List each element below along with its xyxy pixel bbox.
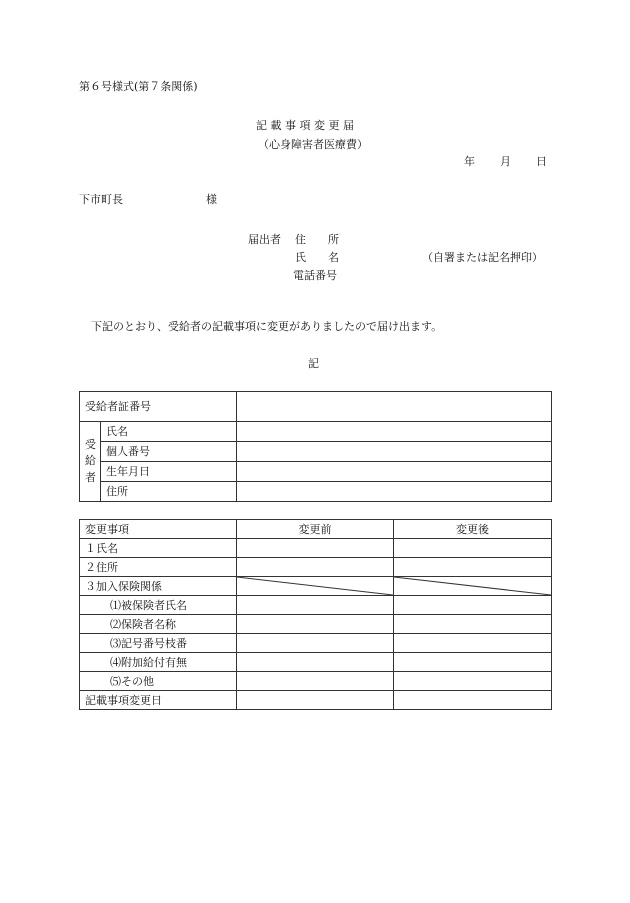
applicant-label: 届出者 <box>248 233 281 246</box>
change-after-cell <box>394 672 552 691</box>
change-before-cell <box>237 634 394 653</box>
date-day-label: 日 <box>536 155 547 168</box>
recipient-row-label: 氏名 <box>101 422 237 442</box>
body-text: 下記のとおり、受給者の記載事項に変更がありましたので届け出ます。 <box>91 320 443 333</box>
document-title: 記 載 事 項 変 更 届 <box>256 119 354 132</box>
recipient-group-label: 受給者 <box>80 422 101 502</box>
addressee-name: 下市町長 <box>79 193 123 206</box>
diagonal-strike-line <box>237 577 393 595</box>
change-header-item: 変更事項 <box>80 520 237 539</box>
date-year-label: 年 <box>464 155 475 168</box>
recipient-row-label: 生年月日 <box>101 462 237 482</box>
change-table <box>79 519 552 710</box>
change-before-cell <box>237 596 394 615</box>
change-header-before: 変更前 <box>237 520 394 539</box>
change-before-cell <box>237 558 394 577</box>
recipient-table <box>79 391 552 502</box>
change-row-label: １氏名 <box>80 539 237 558</box>
recipient-row-value <box>237 422 552 442</box>
applicant-address-label: 住 所 <box>295 233 339 246</box>
change-header-after: 変更後 <box>394 520 552 539</box>
change-row-label: ⑸その他 <box>80 672 237 691</box>
change-before-cell <box>237 672 394 691</box>
change-after-cell <box>394 691 552 710</box>
recipient-row-label: 個人番号 <box>101 442 237 462</box>
recipient-row-value <box>237 442 552 462</box>
applicant-name-label: 氏 名 <box>295 251 339 264</box>
change-row-label: ２住所 <box>80 558 237 577</box>
diagonal-strike-line <box>394 577 551 595</box>
cert-number-label: 受給者証番号 <box>80 392 237 422</box>
change-after-cell-struck <box>394 577 552 596</box>
addressee-honorific: 様 <box>206 193 217 206</box>
form-number: 第６号様式(第７条関係) <box>79 80 198 93</box>
cert-number-value <box>237 392 552 422</box>
change-after-cell <box>394 558 552 577</box>
change-row-label: ⑵保険者名称 <box>80 615 237 634</box>
date-month-label: 月 <box>500 155 511 168</box>
change-after-cell <box>394 653 552 672</box>
recipient-row-value <box>237 482 552 502</box>
recipient-row-value <box>237 462 552 482</box>
change-after-cell <box>394 596 552 615</box>
change-before-cell <box>237 691 394 710</box>
change-row-label: ⑷附加給付有無 <box>80 653 237 672</box>
ki-heading: 記 <box>308 357 319 370</box>
change-before-cell <box>237 653 394 672</box>
change-before-cell <box>237 615 394 634</box>
change-row-label: 記載事項変更日 <box>80 691 237 710</box>
signature-note: （自署または記名押印） <box>422 251 543 264</box>
change-after-cell <box>394 634 552 653</box>
change-after-cell <box>394 539 552 558</box>
change-row-label: ３加入保険関係 <box>80 577 237 596</box>
change-before-cell <box>237 539 394 558</box>
change-before-cell-struck <box>237 577 394 596</box>
applicant-phone-label: 電話番号 <box>293 269 337 282</box>
change-row-label: ⑶記号番号枝番 <box>80 634 237 653</box>
change-row-label: ⑴被保険者氏名 <box>80 596 237 615</box>
change-after-cell <box>394 615 552 634</box>
recipient-row-label: 住所 <box>101 482 237 502</box>
document-subtitle: （心身障害者医療費） <box>258 138 368 151</box>
